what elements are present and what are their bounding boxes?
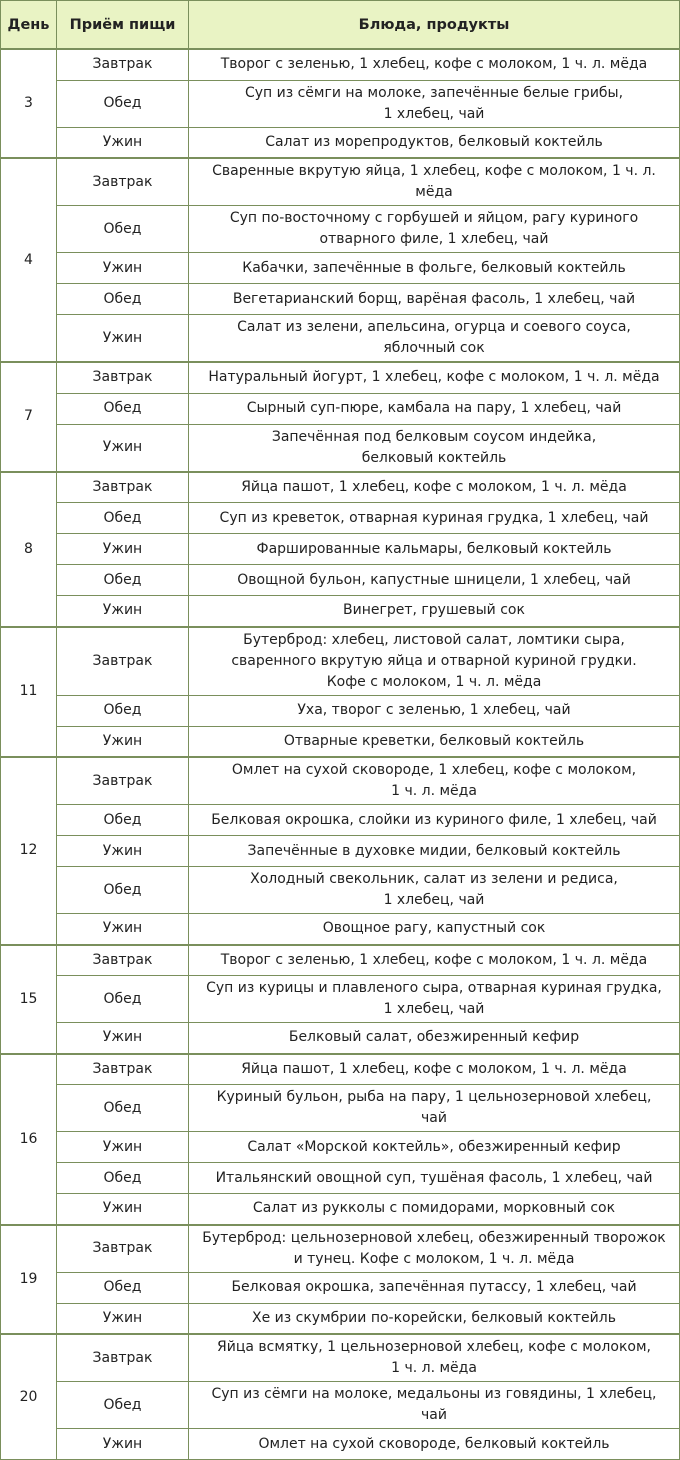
meal-cell: Ужин <box>57 836 189 867</box>
dishes-cell: Омлет на сухой сковороде, белковый коктейль <box>189 1429 680 1460</box>
dishes-cell: Суп из сёмги на молоке, медальоны из говядины, 1 хлебец, чай <box>189 1382 680 1429</box>
meal-cell: Ужин <box>57 1023 189 1054</box>
table-row <box>1 1272 680 1303</box>
meal-cell: Завтрак <box>57 627 189 696</box>
header-row <box>1 1 680 50</box>
table-row <box>1 945 680 976</box>
meal-cell: Ужин <box>57 1132 189 1163</box>
meal-cell: Обед <box>57 695 189 726</box>
dishes-cell: Белковая окрошка, слойки из куриного филе, 1 хлебец, чай <box>189 805 680 836</box>
meal-cell: Ужин <box>57 596 189 627</box>
table-row <box>1 1054 680 1085</box>
table-row <box>1 695 680 726</box>
table-row <box>1 726 680 757</box>
meal-cell: Завтрак <box>57 1225 189 1273</box>
meal-cell: Обед <box>57 565 189 596</box>
table-row <box>1 1194 680 1225</box>
dishes-cell: Итальянский овощной суп, тушёная фасоль, 1 хлебец, чай <box>189 1163 680 1194</box>
meal-cell: Завтрак <box>57 472 189 503</box>
header-dishes: Блюда, продукты <box>189 1 680 50</box>
meal-cell: Ужин <box>57 424 189 472</box>
dishes-cell: Холодный свекольник, салат из зелени и редиса, 1 хлебец, чай <box>189 867 680 914</box>
meal-cell: Ужин <box>57 534 189 565</box>
meal-cell: Завтрак <box>57 158 189 206</box>
dishes-cell: Винегрет, грушевый сок <box>189 596 680 627</box>
meal-cell: Обед <box>57 867 189 914</box>
meal-cell: Обед <box>57 80 189 127</box>
table-row <box>1 1163 680 1194</box>
table-row <box>1 1132 680 1163</box>
dishes-cell: Вегетарианский борщ, варёная фасоль, 1 хлебец, чай <box>189 284 680 315</box>
table-row <box>1 805 680 836</box>
dishes-cell: Яйца пашот, 1 хлебец, кофе с молоком, 1 ч. л. мёда <box>189 472 680 503</box>
meal-cell: Ужин <box>57 1429 189 1460</box>
table-row <box>1 424 680 472</box>
table-row <box>1 627 680 696</box>
header-day: День <box>1 1 57 50</box>
meal-cell: Обед <box>57 393 189 424</box>
table-row <box>1 1382 680 1429</box>
table-row <box>1 158 680 206</box>
dishes-cell: Уха, творог с зеленью, 1 хлебец, чай <box>189 695 680 726</box>
dishes-cell: Кабачки, запечённые в фольге, белковый коктейль <box>189 253 680 284</box>
table-row <box>1 472 680 503</box>
table-row <box>1 503 680 534</box>
dishes-cell: Салат из зелени, апельсина, огурца и соевого соуса, яблочный сок <box>189 315 680 363</box>
dishes-cell: Запечённая под белковым соусом индейка, белковый коктейль <box>189 424 680 472</box>
table-row <box>1 596 680 627</box>
table-row <box>1 534 680 565</box>
day-cell: 8 <box>1 472 57 627</box>
meal-cell: Завтрак <box>57 1054 189 1085</box>
meal-cell: Завтрак <box>57 757 189 805</box>
table-row <box>1 914 680 945</box>
table-row <box>1 315 680 363</box>
meal-cell: Ужин <box>57 253 189 284</box>
day-cell: 20 <box>1 1334 57 1460</box>
dishes-cell: Суп из креветок, отварная куриная грудка, 1 хлебец, чай <box>189 503 680 534</box>
dishes-cell: Бутерброд: цельнозерновой хлебец, обезжиренный творожок и тунец. Кофе с молоком, 1 ч. л. мёда <box>189 1225 680 1273</box>
table-row <box>1 1303 680 1334</box>
meal-cell: Завтрак <box>57 1334 189 1382</box>
meal-cell: Обед <box>57 1382 189 1429</box>
meal-cell: Ужин <box>57 315 189 363</box>
meal-cell: Ужин <box>57 127 189 158</box>
day-cell: 19 <box>1 1225 57 1335</box>
meal-cell: Обед <box>57 976 189 1023</box>
table-row <box>1 49 680 80</box>
table-row <box>1 1023 680 1054</box>
dishes-cell: Сваренные вкрутую яйца, 1 хлебец, кофе с молоком, 1 ч. л. мёда <box>189 158 680 206</box>
day-cell: 12 <box>1 757 57 945</box>
table-row <box>1 1085 680 1132</box>
day-cell: 3 <box>1 49 57 158</box>
table-row <box>1 206 680 253</box>
meal-cell: Обед <box>57 1085 189 1132</box>
meal-cell: Ужин <box>57 1303 189 1334</box>
table-row <box>1 1225 680 1273</box>
day-cell: 15 <box>1 945 57 1054</box>
dishes-cell: Суп из курицы и плавленого сыра, отварная куриная грудка, 1 хлебец, чай <box>189 976 680 1023</box>
header-meal: Приём пищи <box>57 1 189 50</box>
table-row <box>1 362 680 393</box>
dishes-cell: Омлет на сухой сковороде, 1 хлебец, кофе с молоком, 1 ч. л. мёда <box>189 757 680 805</box>
table-row <box>1 127 680 158</box>
dishes-cell: Творог с зеленью, 1 хлебец, кофе с молоком, 1 ч. л. мёда <box>189 49 680 80</box>
dishes-cell: Запечённые в духовке мидии, белковый коктейль <box>189 836 680 867</box>
day-cell: 16 <box>1 1054 57 1225</box>
dishes-cell: Яйца всмятку, 1 цельнозерновой хлебец, кофе с молоком, 1 ч. л. мёда <box>189 1334 680 1382</box>
table-row <box>1 867 680 914</box>
meal-cell: Обед <box>57 503 189 534</box>
meal-cell: Завтрак <box>57 362 189 393</box>
dishes-cell: Куриный бульон, рыба на пару, 1 цельнозерновой хлебец, чай <box>189 1085 680 1132</box>
dishes-cell: Суп из сёмги на молоке, запечённые белые грибы, 1 хлебец, чай <box>189 80 680 127</box>
dishes-cell: Салат из морепродуктов, белковый коктейль <box>189 127 680 158</box>
dishes-cell: Бутерброд: хлебец, листовой салат, ломтики сыра, сваренного вкрутую яйца и отварной куриной грудки. Кофе с молоком, 1 ч. л. мёда <box>189 627 680 696</box>
dishes-cell: Салат «Морской коктейль», обезжиренный кефир <box>189 1132 680 1163</box>
meal-cell: Ужин <box>57 1194 189 1225</box>
table-row <box>1 253 680 284</box>
dishes-cell: Белковый салат, обезжиренный кефир <box>189 1023 680 1054</box>
dishes-cell: Овощной бульон, капустные шницели, 1 хлебец, чай <box>189 565 680 596</box>
meal-cell: Ужин <box>57 726 189 757</box>
dishes-cell: Отварные креветки, белковый коктейль <box>189 726 680 757</box>
table-row <box>1 1429 680 1460</box>
meal-cell: Завтрак <box>57 49 189 80</box>
day-cell: 7 <box>1 362 57 472</box>
table-row <box>1 565 680 596</box>
table-row <box>1 976 680 1023</box>
meal-cell: Обед <box>57 1272 189 1303</box>
table-row <box>1 80 680 127</box>
dishes-cell: Яйца пашот, 1 хлебец, кофе с молоком, 1 ч. л. мёда <box>189 1054 680 1085</box>
day-cell: 11 <box>1 627 57 758</box>
dishes-cell: Белковая окрошка, запечённая путассу, 1 хлебец, чай <box>189 1272 680 1303</box>
day-cell: 4 <box>1 158 57 362</box>
meal-cell: Обед <box>57 1163 189 1194</box>
table-body <box>1 49 680 1460</box>
table-row <box>1 1334 680 1382</box>
meal-cell: Обед <box>57 805 189 836</box>
dishes-cell: Овощное рагу, капустный сок <box>189 914 680 945</box>
table-row <box>1 757 680 805</box>
dishes-cell: Творог с зеленью, 1 хлебец, кофе с молоком, 1 ч. л. мёда <box>189 945 680 976</box>
dishes-cell: Салат из рукколы с помидорами, морковный сок <box>189 1194 680 1225</box>
meal-cell: Ужин <box>57 914 189 945</box>
meal-cell: Завтрак <box>57 945 189 976</box>
dishes-cell: Фаршированные кальмары, белковый коктейль <box>189 534 680 565</box>
meal-cell: Обед <box>57 284 189 315</box>
table-row <box>1 284 680 315</box>
meal-cell: Обед <box>57 206 189 253</box>
dishes-cell: Суп по-восточному с горбушей и яйцом, рагу куриного отварного филе, 1 хлебец, чай <box>189 206 680 253</box>
table-row <box>1 836 680 867</box>
dishes-cell: Хе из скумбрии по-корейски, белковый коктейль <box>189 1303 680 1334</box>
table-row <box>1 393 680 424</box>
dishes-cell: Сырный суп-пюре, камбала на пару, 1 хлебец, чай <box>189 393 680 424</box>
dishes-cell: Натуральный йогурт, 1 хлебец, кофе с молоком, 1 ч. л. мёда <box>189 362 680 393</box>
